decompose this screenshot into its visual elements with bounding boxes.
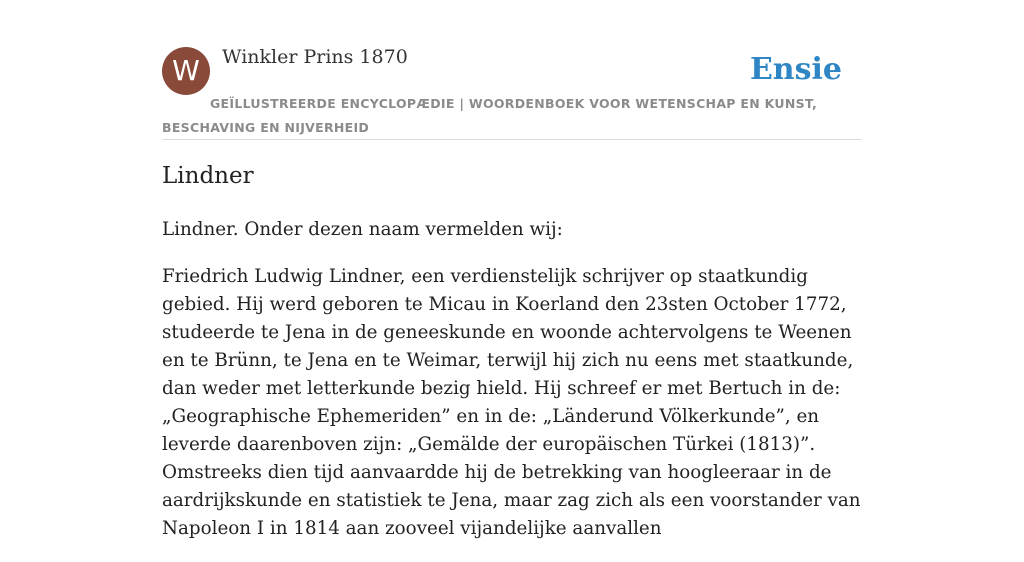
article-body xyxy=(162,216,864,562)
article-paragraph: Friedrich Ludwig Lindner, een verdienstelijk schrijver op staatkundig gebied. Hij werd geboren te Micau in Koerland den 23sten October 1772, studeerde te Jena in de geneeskunde en woonde achtervolgens te Weenen en te Brünn, te Jena en te Weimar, terwijl hij zich nu eens met staatkunde, dan weder met letterkunde bezig hield. Hij schreef er met Bertuch in de: „Geographische Ephemeriden” en in de: „Länderund Völkerkunde”, en leverde daarenboven zijn: „Gemälde der europäischen Türkei (1813)”. Omstreeks dien tijd aanvaardde hij de betrekking van hoogleeraar in de aardrijkskunde en statistiek te Jena, maar zag zich als een voorstander van Napoleon I in 1814 aan zooveel vijandelijke aanvallen xyxy=(162,266,861,539)
source-subtitle: GEÏLLUSTREERDE ENCYCLOPÆDIE | WOORDENBOEK VOOR WETENSCHAP EN KUNST, BESCHAVING EN NIJVERHEID xyxy=(162,96,818,135)
article-title: Lindner xyxy=(162,163,254,189)
header-divider xyxy=(162,139,862,140)
source-title-link[interactable]: Winkler Prins 1870 xyxy=(222,46,408,68)
ensie-logo[interactable]: Ensie xyxy=(749,52,842,87)
article-paragraph: Lindner. Onder dezen naam vermelden wij: xyxy=(162,219,563,240)
source-avatar[interactable]: W xyxy=(162,47,210,95)
